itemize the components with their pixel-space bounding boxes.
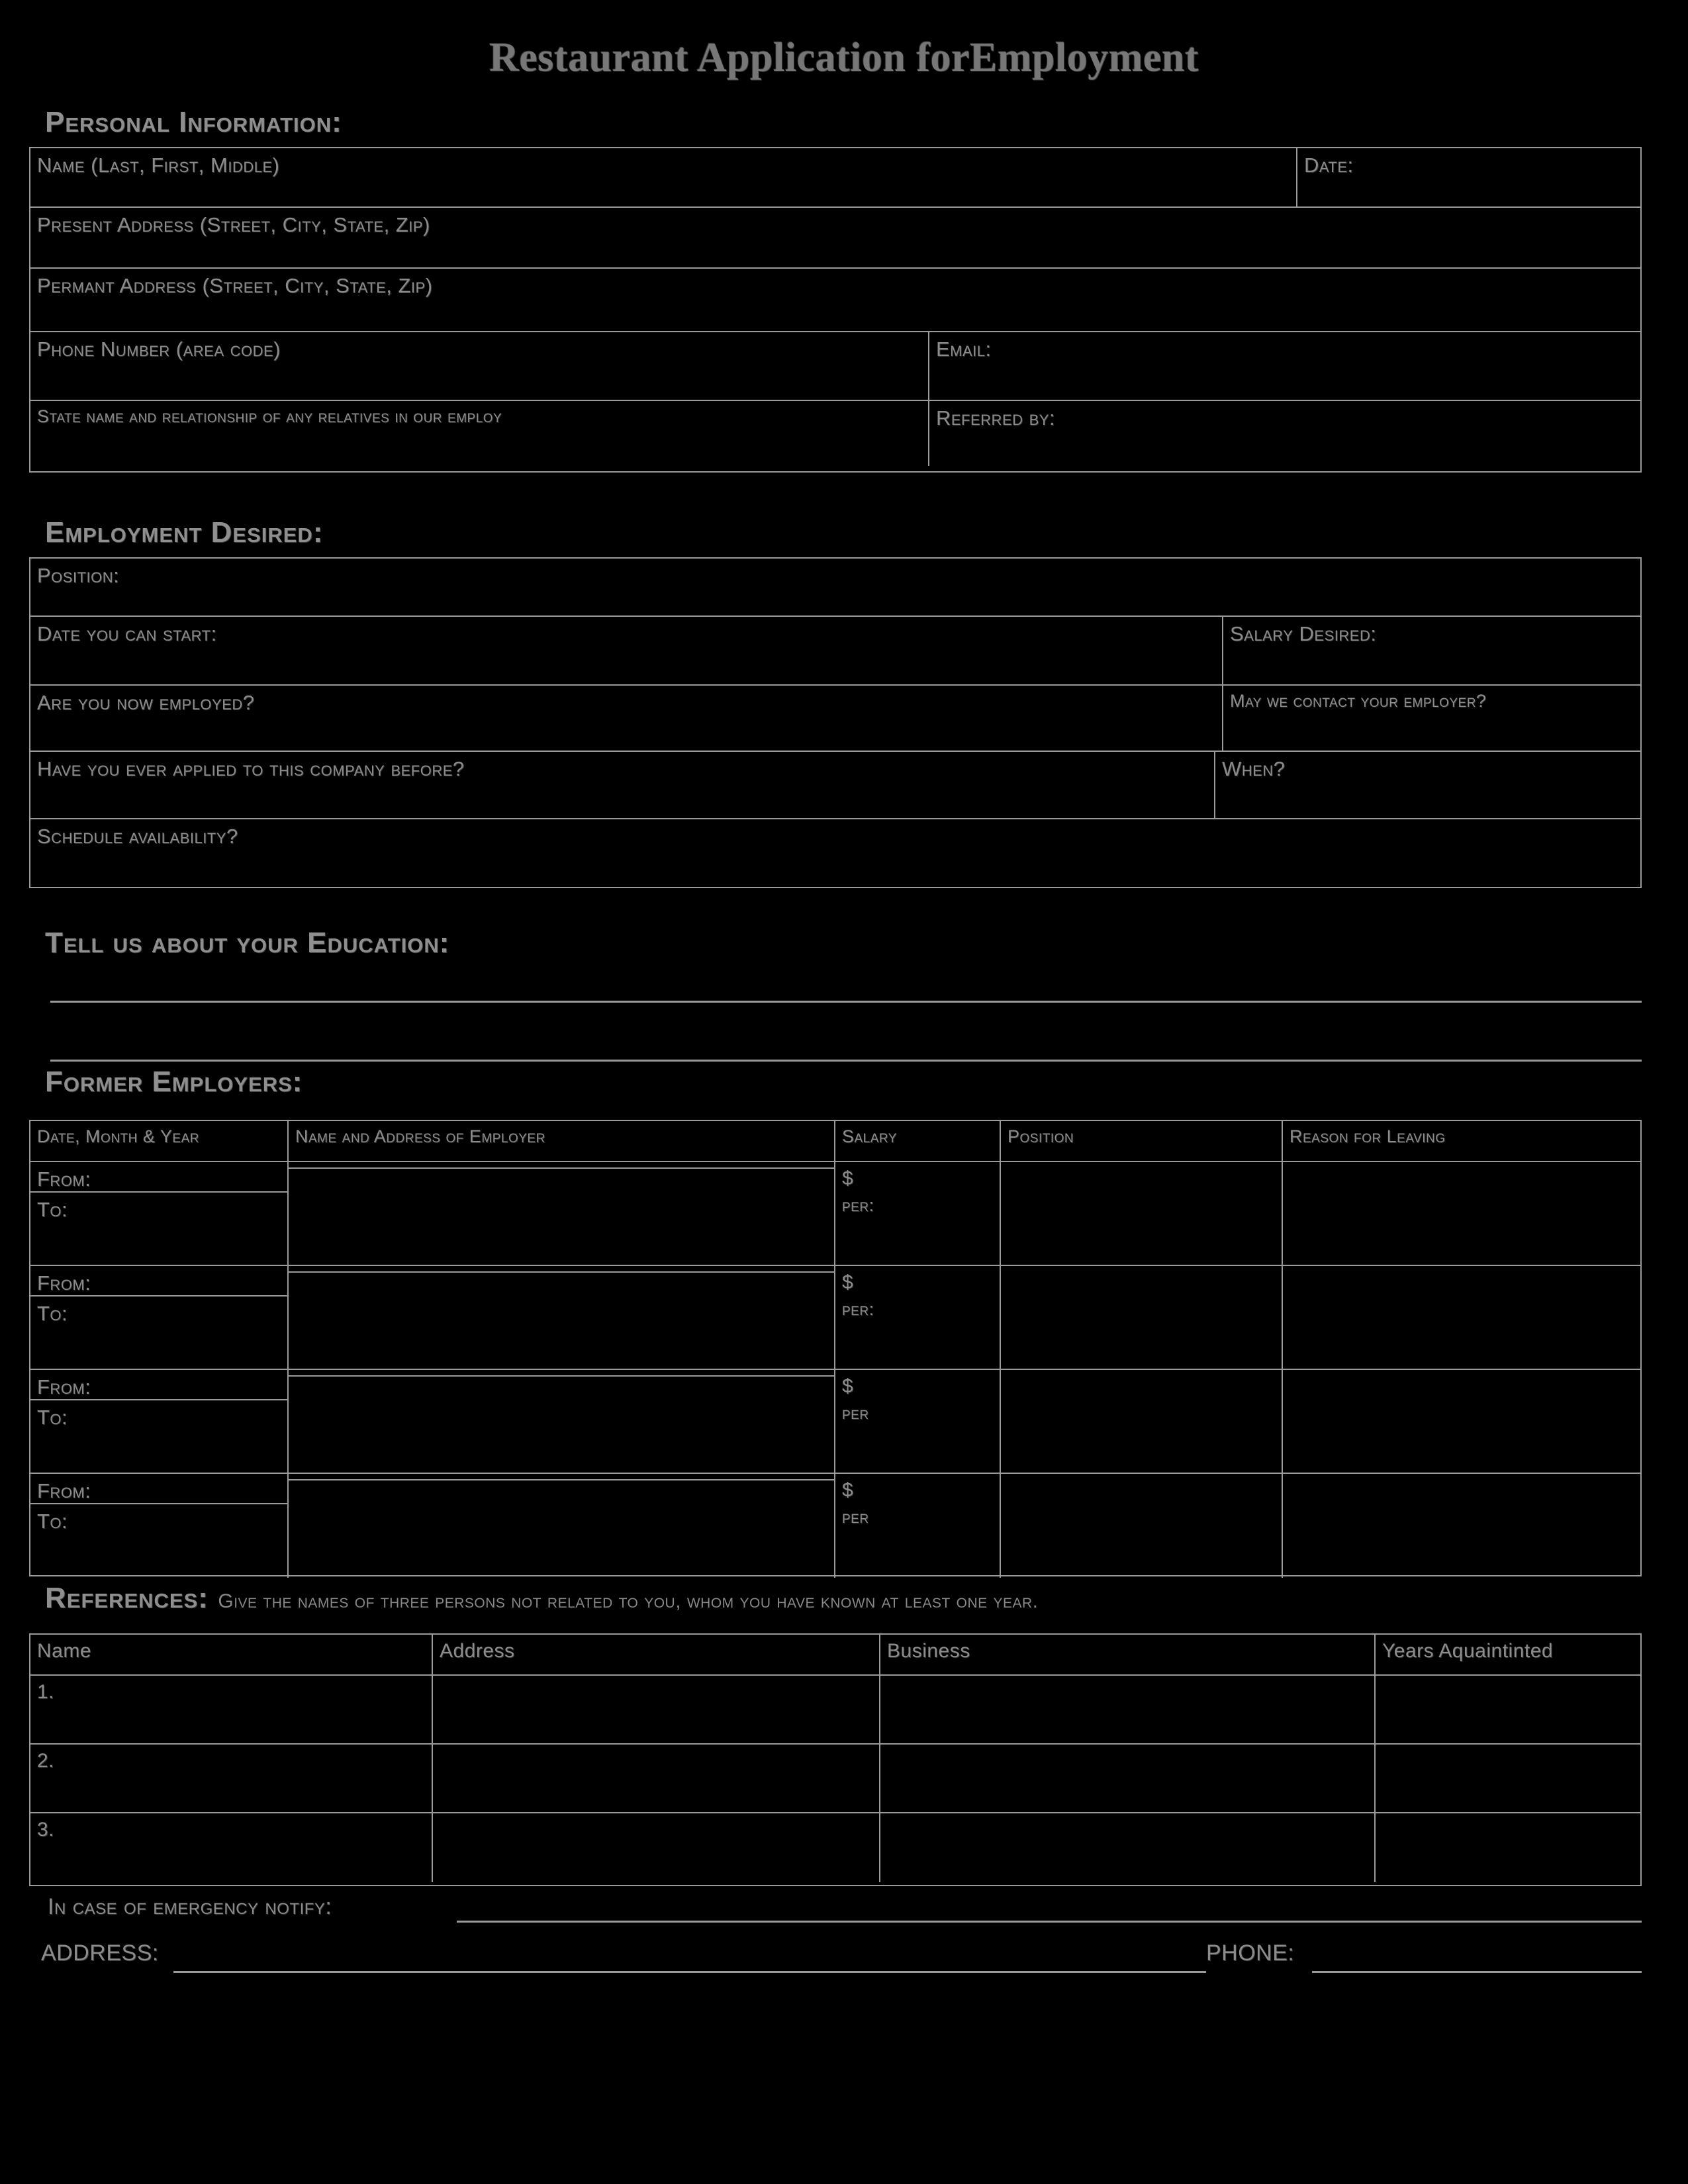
field-phone-number[interactable]: [30, 332, 929, 400]
table-row: [30, 617, 1640, 686]
field-present-address[interactable]: [30, 208, 1640, 267]
employer-salary-per[interactable]: [835, 1398, 1000, 1424]
employer-position-cell[interactable]: [1001, 1162, 1283, 1265]
table-header-row: [30, 1635, 1640, 1676]
employer-salary-per-label: per:: [842, 1299, 874, 1319]
field-label-email: Email:: [936, 338, 992, 361]
column-header-position: [1001, 1121, 1283, 1161]
employer-name-address-top[interactable]: [289, 1162, 834, 1169]
column-header-ref-business: [880, 1635, 1376, 1674]
reference-row-number: 1.: [37, 1681, 55, 1703]
column-header-ref-address: [433, 1635, 880, 1674]
column-header-employer-label: Name and Address of Employer: [295, 1126, 545, 1146]
references-heading-label: References:: [45, 1582, 209, 1614]
field-label-schedule-availability: Schedule availability?: [37, 825, 238, 848]
employer-name-address-top[interactable]: [289, 1474, 834, 1480]
emergency-phone-input-line[interactable]: [1312, 1971, 1642, 1973]
employer-date-to[interactable]: [30, 1297, 287, 1326]
employer-salary-amount[interactable]: [835, 1162, 1000, 1190]
reference-row-number: 3.: [37, 1819, 55, 1841]
employer-name-address-cell: [289, 1266, 835, 1369]
employer-date-to[interactable]: [30, 1400, 287, 1430]
employer-salary-currency-symbol: $: [842, 1479, 854, 1501]
field-position[interactable]: [30, 559, 1640, 615]
field-label-referred-by: Referred by:: [936, 406, 1056, 430]
employer-position-cell[interactable]: [1001, 1266, 1283, 1369]
field-date[interactable]: [1297, 148, 1640, 206]
employer-date-to-label: To:: [37, 1198, 68, 1221]
emergency-address-input-line[interactable]: [173, 1971, 1206, 1973]
field-label-date-you-can-start: Date you can start:: [37, 622, 217, 645]
field-permanent-address[interactable]: [30, 269, 1640, 331]
employer-dates-cell: [30, 1474, 289, 1578]
employer-position-cell[interactable]: [1001, 1474, 1283, 1578]
field-email[interactable]: [929, 332, 1640, 400]
employer-reason-cell[interactable]: [1283, 1162, 1640, 1265]
references-table: [29, 1633, 1642, 1886]
employer-position-cell[interactable]: [1001, 1370, 1283, 1473]
employer-date-from-label: From:: [37, 1479, 91, 1502]
employer-reason-cell[interactable]: [1283, 1474, 1640, 1578]
employer-dates-cell: [30, 1162, 289, 1265]
employer-salary-per[interactable]: [835, 1190, 1000, 1216]
employer-salary-cell: [835, 1266, 1001, 1369]
employer-reason-cell[interactable]: [1283, 1370, 1640, 1473]
table-row: [30, 148, 1640, 208]
employer-salary-currency-symbol: $: [842, 1167, 854, 1189]
reference-address-cell[interactable]: [433, 1745, 880, 1812]
reference-name-cell[interactable]: [30, 1813, 433, 1882]
page-title: Restaurant Application forEmployment: [489, 35, 1199, 80]
employer-date-from[interactable]: [30, 1162, 287, 1193]
reference-business-cell[interactable]: [880, 1745, 1376, 1812]
table-header-row: [30, 1121, 1640, 1162]
employer-salary-cell: [835, 1474, 1001, 1578]
reference-row-number: 2.: [37, 1750, 55, 1772]
employer-date-from[interactable]: [30, 1474, 287, 1504]
education-write-in-line-1[interactable]: [50, 1001, 1642, 1003]
employer-date-from[interactable]: [30, 1266, 287, 1297]
employer-date-to[interactable]: [30, 1193, 287, 1222]
employer-name-address-bottom[interactable]: [289, 1273, 834, 1278]
reference-row: [30, 1676, 1640, 1745]
field-relatives-in-employ[interactable]: [30, 401, 929, 466]
employer-salary-cell: [835, 1162, 1001, 1265]
references-subheading-label: Give the names of three persons not related to you, whom you have known at least one year.: [218, 1590, 1039, 1612]
column-header-salary-label: Salary: [842, 1126, 897, 1146]
reference-address-cell[interactable]: [433, 1813, 880, 1882]
employer-salary-amount[interactable]: [835, 1370, 1000, 1398]
field-salary-desired[interactable]: [1223, 617, 1640, 684]
column-header-salary: [835, 1121, 1001, 1161]
employer-salary-per[interactable]: [835, 1294, 1000, 1320]
employer-date-to-label: To:: [37, 1406, 68, 1429]
reference-row: [30, 1813, 1640, 1882]
employer-entry-row: [30, 1370, 1640, 1474]
employer-name-address-top[interactable]: [289, 1370, 834, 1377]
field-label-permanent-address: Permant Address (Street, City, State, Zip): [37, 274, 433, 297]
table-row: [30, 752, 1640, 819]
section-heading-references: [45, 1582, 1038, 1615]
table-row: [30, 819, 1640, 887]
field-name[interactable]: [30, 148, 1297, 206]
employer-date-from-label: From:: [37, 1375, 91, 1398]
employer-salary-currency-symbol: $: [842, 1375, 854, 1397]
reference-years-cell[interactable]: [1376, 1745, 1640, 1812]
field-label-when: When?: [1222, 757, 1286, 780]
column-header-date: [30, 1121, 289, 1161]
column-header-reason-label: Reason for Leaving: [1289, 1126, 1446, 1146]
employer-name-address-cell: [289, 1370, 835, 1473]
former-employers-table: [29, 1120, 1642, 1576]
column-header-reason: [1283, 1121, 1640, 1161]
field-schedule-availability[interactable]: [30, 819, 1640, 887]
column-header-employer: [289, 1121, 835, 1161]
column-header-ref-name-label: Name: [37, 1640, 92, 1662]
employer-date-from-label: From:: [37, 1167, 91, 1191]
employer-date-to-label: To:: [37, 1510, 68, 1533]
employer-name-address-cell: [289, 1474, 835, 1578]
column-header-ref-years-label: Years Aquaintinted: [1382, 1640, 1554, 1662]
reference-name-cell[interactable]: [30, 1745, 433, 1812]
section-heading-former-employers: Former Employers:: [45, 1066, 303, 1098]
column-header-ref-address-label: Address: [440, 1640, 515, 1662]
section-heading-employment-desired: Employment Desired:: [45, 516, 324, 549]
employer-salary-amount[interactable]: [835, 1474, 1000, 1502]
employer-date-from-label: From:: [37, 1271, 91, 1295]
field-applied-before[interactable]: [30, 752, 1215, 818]
reference-address-cell[interactable]: [433, 1676, 880, 1743]
employer-salary-per-label: per: [842, 1403, 869, 1423]
emergency-notify-input-line[interactable]: [457, 1921, 1642, 1923]
employer-date-from[interactable]: [30, 1370, 287, 1400]
field-now-employed[interactable]: [30, 686, 1223, 751]
employer-name-address-bottom[interactable]: [289, 1480, 834, 1486]
field-contact-employer[interactable]: [1223, 686, 1640, 751]
emergency-phone-label: PHONE:: [1206, 1940, 1295, 1966]
section-heading-education: Tell us about your Education:: [45, 927, 450, 959]
employer-date-to-label: To:: [37, 1302, 68, 1325]
field-referred-by[interactable]: [929, 401, 1640, 466]
reference-years-cell[interactable]: [1376, 1813, 1640, 1882]
field-date-you-can-start[interactable]: [30, 617, 1223, 684]
table-row: [30, 208, 1640, 269]
employer-entry-row: [30, 1162, 1640, 1266]
employer-date-to[interactable]: [30, 1504, 287, 1533]
employer-salary-per-label: per:: [842, 1195, 874, 1215]
employer-salary-cell: [835, 1370, 1001, 1473]
column-header-position-label: Position: [1008, 1126, 1074, 1146]
employer-name-address-cell: [289, 1162, 835, 1265]
employer-dates-cell: [30, 1370, 289, 1473]
column-header-date-label: Date, Month & Year: [37, 1126, 199, 1146]
field-label-relatives-in-employ: State name and relationship of any relatives in our employ: [37, 406, 502, 426]
field-label-phone-number: Phone Number (area code): [37, 338, 281, 361]
field-label-applied-before: Have you ever applied to this company before?: [37, 757, 465, 780]
table-row: [30, 686, 1640, 752]
field-label-name: Name (Last, First, Middle): [37, 154, 280, 177]
employer-dates-cell: [30, 1266, 289, 1369]
table-row: [30, 269, 1640, 332]
reference-name-cell[interactable]: [30, 1676, 433, 1743]
employer-entry-row: [30, 1266, 1640, 1370]
reference-row: [30, 1745, 1640, 1813]
employer-salary-currency-symbol: $: [842, 1271, 854, 1293]
reference-years-cell[interactable]: [1376, 1676, 1640, 1743]
table-row: [30, 401, 1640, 466]
field-label-now-employed: Are you now employed?: [37, 691, 255, 714]
reference-business-cell[interactable]: [880, 1676, 1376, 1743]
column-header-ref-years: [1376, 1635, 1640, 1674]
field-label-salary-desired: Salary Desired:: [1230, 622, 1377, 645]
field-label-contact-employer: May we contact your employer?: [1230, 691, 1487, 711]
field-label-position: Position:: [37, 564, 120, 587]
employer-salary-amount[interactable]: [835, 1266, 1000, 1294]
employer-name-address-bottom[interactable]: [289, 1169, 834, 1174]
section-heading-personal-information: Personal Information:: [45, 106, 342, 138]
table-row: [30, 559, 1640, 617]
employer-name-address-bottom[interactable]: [289, 1377, 834, 1382]
field-when[interactable]: [1215, 752, 1640, 818]
field-label-date: Date:: [1304, 154, 1354, 177]
employer-salary-per[interactable]: [835, 1502, 1000, 1527]
column-header-ref-business-label: Business: [887, 1640, 970, 1662]
employment-desired-table: [29, 557, 1642, 888]
table-row: [30, 332, 1640, 401]
education-write-in-line-2[interactable]: [50, 1060, 1642, 1062]
personal-information-table: [29, 147, 1642, 473]
emergency-notify-label: In case of emergency notify:: [48, 1894, 332, 1919]
emergency-address-label: ADDRESS:: [41, 1940, 159, 1966]
employer-name-address-top[interactable]: [289, 1266, 834, 1273]
employer-reason-cell[interactable]: [1283, 1266, 1640, 1369]
reference-business-cell[interactable]: [880, 1813, 1376, 1882]
employer-salary-per-label: per: [842, 1507, 869, 1527]
column-header-ref-name: [30, 1635, 433, 1674]
employer-entry-row: [30, 1474, 1640, 1578]
field-label-present-address: Present Address (Street, City, State, Zip): [37, 213, 430, 236]
